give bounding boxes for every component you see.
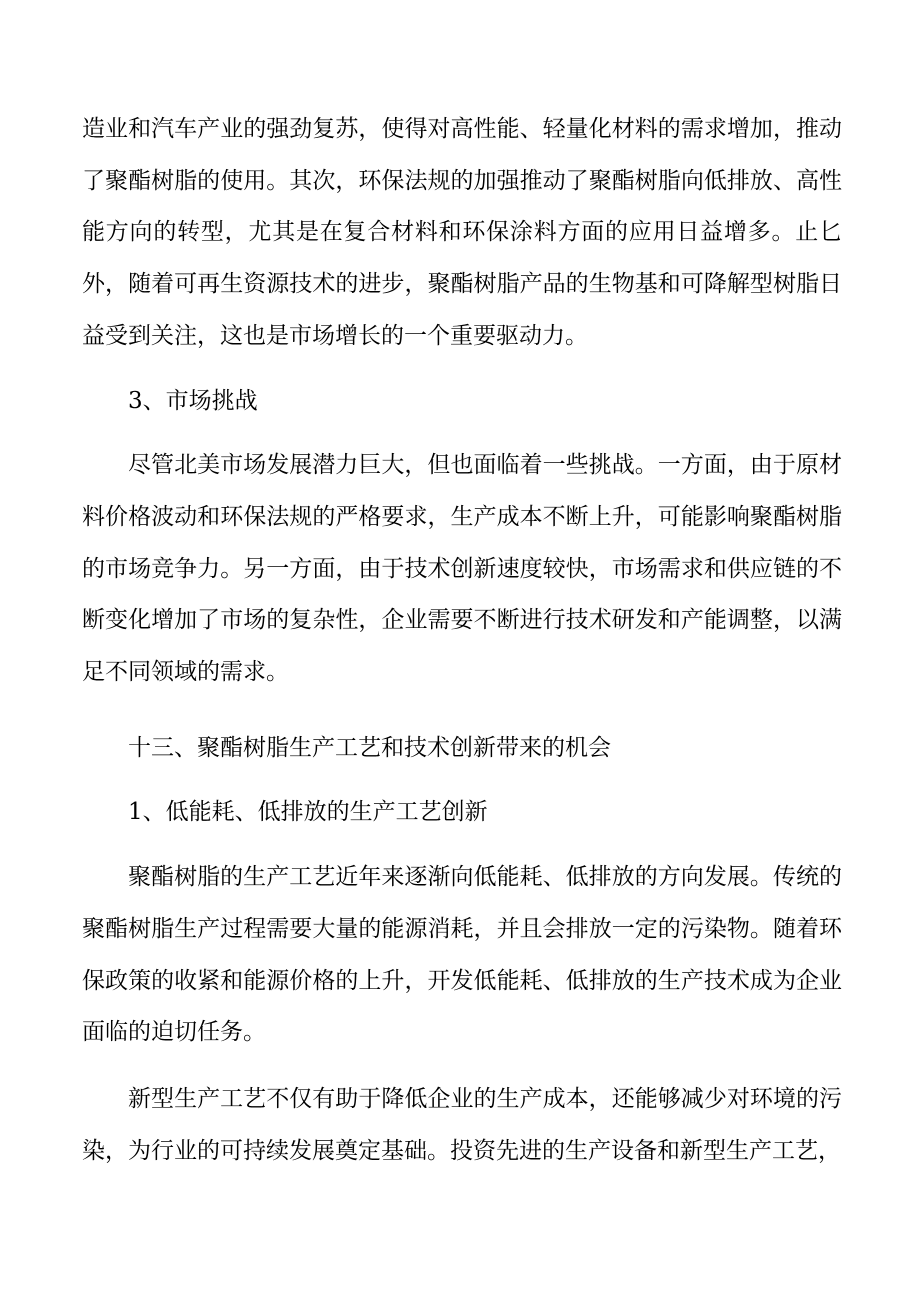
paragraph-process-innovation: 聚酯树脂的生产工艺近年来逐渐向低能耗、低排放的方向发展。传统的聚酯树脂生产过程需要大量的能源消耗，并且会排放一定的污染物。随着环保政策的收紧和能源价格的上升，开发低能耗、低排放的生产技术成为企业面临的迫切任务。 xyxy=(82,864,842,1046)
section-title: 十三、聚酯树脂生产工艺和技术创新带来的机会 xyxy=(128,734,611,761)
document-body xyxy=(82,104,842,1177)
paragraph-continued: 造业和汽车产业的强劲复苏，使得对高性能、轻量化材料的需求增加，推动了聚酯树脂的使用。其次，环保法规的加强推动了聚酯树脂向低排放、高性能方向的转型，尤其是在复合材料和环保涂料方面的应用日益增多。止匕外，随着可再生资源技术的进步，聚酯树脂产品的生物基和可降解型树脂日益受到关注，这也是市场增长的一个重要驱动力。 xyxy=(82,116,842,349)
subheading-market-challenge: 3、市场挑战 xyxy=(128,387,258,414)
subheading-low-energy-process: 1、低能耗、低排放的生产工艺创新 xyxy=(128,799,488,826)
paragraph-market-challenge: 尽管北美市场发展潜力巨大，但也面临着一些挑战。一方面，由于原材料价格波动和环保法规的严格要求，生产成本不断上升，可能影响聚酯树脂的市场竞争力。另一方面，由于技术创新速度较快，市场需求和供应链的不断变化增加了市场的复杂性，企业需要不断进行技术研发和产能调整，以满足不同领域的需求。 xyxy=(82,452,842,686)
paragraph-new-process: 新型生产工艺不仅有助于降低企业的生产成本，还能够减少对环境的污染，为行业的可持续发展奠定基础。投资先进的生产设备和新型生产工艺， xyxy=(82,1085,842,1164)
